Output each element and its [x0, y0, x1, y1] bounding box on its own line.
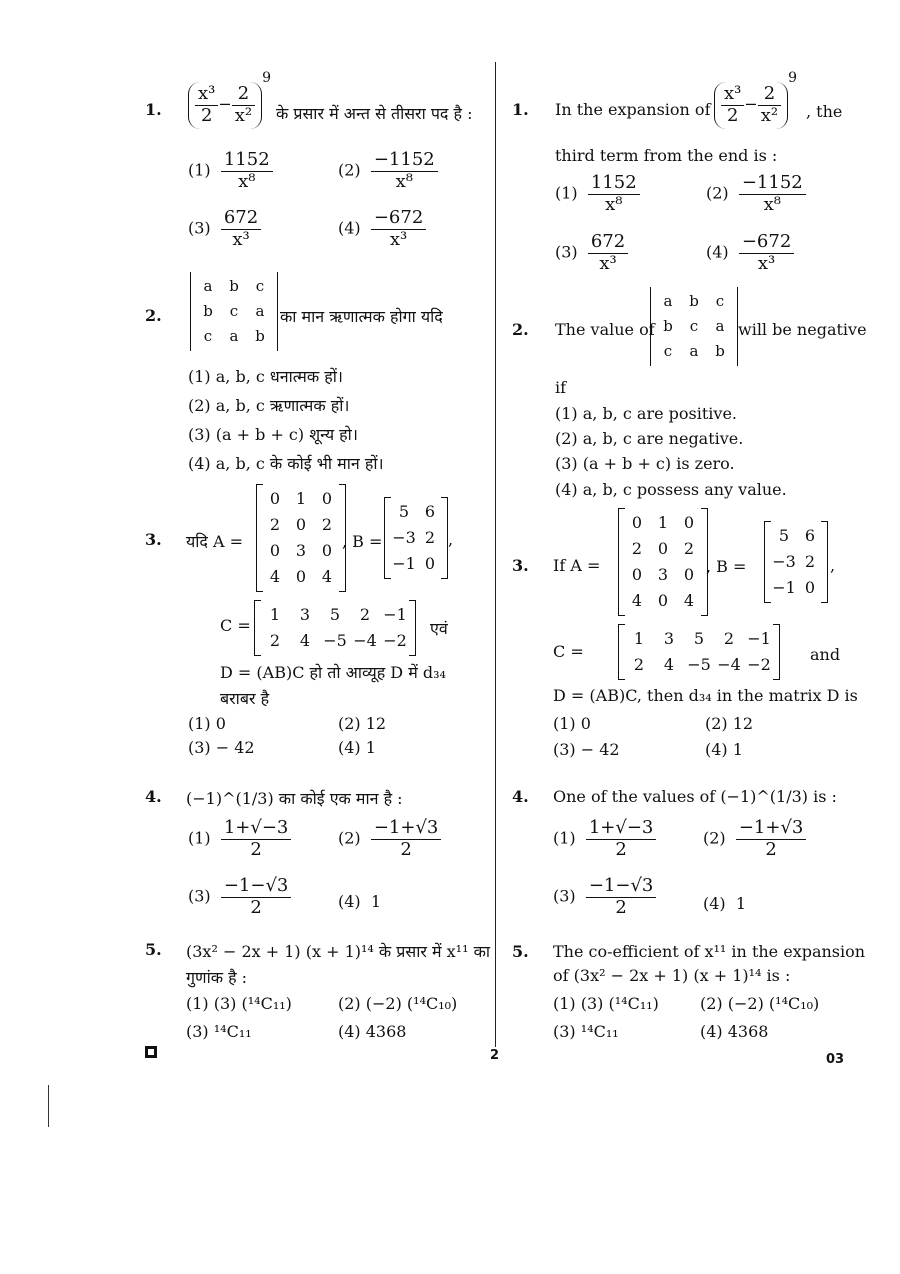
question-text: if [555, 378, 567, 397]
page-code: 03 [826, 1052, 845, 1067]
matrix-b-label: , B = [342, 532, 383, 551]
option-4: (4) $\frac{-672}{\text{x³}}$ [338, 208, 426, 250]
option-4: (4) 1 [338, 738, 376, 757]
binomial-expression: $\frac{\text{x³}}{2}$ − $\frac{2}{\text{x²}}$ 9 [714, 70, 797, 129]
option-1: (1) $\frac{1+√-3}{2}$ [553, 818, 656, 860]
question-text: One of the values of (−1)^(1/3) is : [553, 787, 837, 806]
option-3: (3) ¹⁴C₁₁ [186, 1022, 252, 1041]
option-1: (1) 0 [553, 714, 591, 733]
question-text: The co-efficient of x¹¹ in the expansion [553, 942, 866, 961]
matrix-c-label: C = [553, 642, 584, 661]
expression-parentheses: $\frac{\text{x³}}{2}$ − $\frac{2}{\text{x²}}$ [188, 82, 262, 128]
option-1: (1) (3) (¹⁴C₁₁) [553, 994, 659, 1013]
option-2: (2) $\frac{-1+√3}{2}$ [703, 818, 806, 860]
question-number: 2. [145, 306, 162, 325]
option-1: (1) 0 [188, 714, 226, 733]
option-3: (3) (a + b + c) शून्य हो। [188, 425, 358, 444]
matrix-b-label: , B = [706, 557, 747, 576]
option-3: (3) $\frac{-1-√3}{2}$ [188, 876, 291, 918]
corner-mark-icon [145, 1046, 157, 1058]
determinant: a b c b c a c a b [190, 272, 278, 351]
option-4: (4) 4368 [700, 1022, 769, 1041]
question-text: के प्रसार में अन्त से तीसरा पद है : [276, 104, 473, 123]
matrix-a: 0 1 0 2 0 2 0 3 0 4 0 4 [256, 484, 346, 592]
question-number: 3. [145, 530, 162, 549]
option-1: (1) $\frac{1+√-3}{2}$ [188, 818, 291, 860]
question-text: will be negative [738, 320, 867, 339]
comma: , [448, 530, 454, 549]
question-text: of (3x² − 2x + 1) (x + 1)¹⁴ is : [553, 966, 791, 985]
question-text-tail: , the [806, 102, 843, 121]
matrix-a-label: यदि A = [186, 532, 244, 551]
option-4: (4) 1 [338, 892, 382, 911]
option-4: (4) a, b, c के कोई भी मान हों। [188, 454, 384, 473]
question-text: (−1)^(1/3) का कोई एक मान है : [186, 789, 403, 808]
matrix-c: 1 3 5 2 −1 2 4 −5 −4 −2 [618, 624, 780, 680]
question-number: 5. [145, 940, 162, 959]
option-2: (2) a, b, c are negative. [555, 429, 744, 448]
option-3: (3) (a + b + c) is zero. [555, 454, 735, 473]
option-1: (1) $\frac{1152}{\text{x⁸}}$ [188, 150, 273, 192]
question-text: बराबर है [220, 689, 270, 708]
option-2: (2) 12 [705, 714, 754, 733]
option-3: (3) $\frac{672}{\text{x³}}$ [555, 232, 628, 274]
option-2: (2) $\frac{-1152}{\text{x⁸}}$ [706, 173, 806, 215]
option-3: (3) $\frac{-1-√3}{2}$ [553, 876, 656, 918]
matrix-a-label: If A = [553, 556, 601, 575]
option-2: (2) (−2) (¹⁴C₁₀) [338, 994, 458, 1013]
question-number: 2. [512, 320, 529, 339]
option-3: (3) − 42 [188, 738, 255, 757]
question-number: 3. [512, 556, 529, 575]
matrix-c-label: C = [220, 616, 251, 635]
question-number: 4. [145, 787, 162, 806]
option-2: (2) $\frac{-1152}{\text{x⁸}}$ [338, 150, 438, 192]
question-text: का मान ऋणात्मक होगा यदि [280, 307, 443, 326]
option-3: (3) − 42 [553, 740, 620, 759]
matrix-b: 5 6 −3 2 −1 0 [384, 497, 448, 579]
and-text: एवं [430, 619, 448, 638]
question-number: 5. [512, 942, 529, 961]
matrix-c: 1 3 5 2 −1 2 4 −5 −4 −2 [254, 600, 416, 656]
question-text: The value of [555, 320, 655, 339]
scan-mark [48, 1085, 49, 1127]
option-4: (4) 1 [705, 740, 743, 759]
option-3: (3) $\frac{672}{\text{x³}}$ [188, 208, 261, 250]
question-number: 4. [512, 787, 529, 806]
option-2: (2) 12 [338, 714, 387, 733]
question-number: 1. [145, 100, 162, 119]
option-4: (4) a, b, c possess any value. [555, 480, 787, 499]
question-text: गुणांक है : [186, 968, 248, 987]
matrix-b: 5 6 −3 2 −1 0 [764, 521, 828, 603]
option-2: (2) a, b, c ऋणात्मक हों। [188, 396, 350, 415]
question-text: third term from the end is : [555, 146, 778, 165]
question-text: D = (AB)C, then d₃₄ in the matrix D is [553, 686, 858, 705]
option-2: (2) $\frac{-1+√3}{2}$ [338, 818, 441, 860]
matrix-a: 0 1 0 2 0 2 0 3 0 4 0 4 [618, 508, 708, 616]
binomial-expression: $\frac{\text{x³}}{2}$ − $\frac{2}{\text{x²}}$ 9 [188, 70, 271, 129]
page-number: 2 [490, 1048, 500, 1063]
and-text: and [810, 645, 841, 664]
question-text: In the expansion of [555, 100, 711, 119]
comma: , [830, 556, 836, 575]
question-number: 1. [512, 100, 529, 119]
column-divider [495, 62, 496, 1047]
expression-parentheses: $\frac{\text{x³}}{2}$ − $\frac{2}{\text{x²}}$ [714, 82, 788, 128]
option-2: (2) (−2) (¹⁴C₁₀) [700, 994, 820, 1013]
option-1: (1) a, b, c are positive. [555, 404, 738, 423]
option-1: (1) a, b, c धनात्मक हों। [188, 367, 343, 386]
option-4: (4) 4368 [338, 1022, 407, 1041]
option-3: (3) ¹⁴C₁₁ [553, 1022, 619, 1041]
option-1: (1) $\frac{1152}{\text{x⁸}}$ [555, 173, 640, 215]
question-text: D = (AB)C हो तो आव्यूह D में d₃₄ [220, 663, 446, 682]
determinant: a b c b c a c a b [650, 287, 738, 366]
option-1: (1) (3) (¹⁴C₁₁) [186, 994, 292, 1013]
question-text: (3x² − 2x + 1) (x + 1)¹⁴ के प्रसार में x¹¹ का [186, 942, 490, 961]
option-4: (4) $\frac{-672}{\text{x³}}$ [706, 232, 794, 274]
option-4: (4) 1 [703, 894, 747, 913]
